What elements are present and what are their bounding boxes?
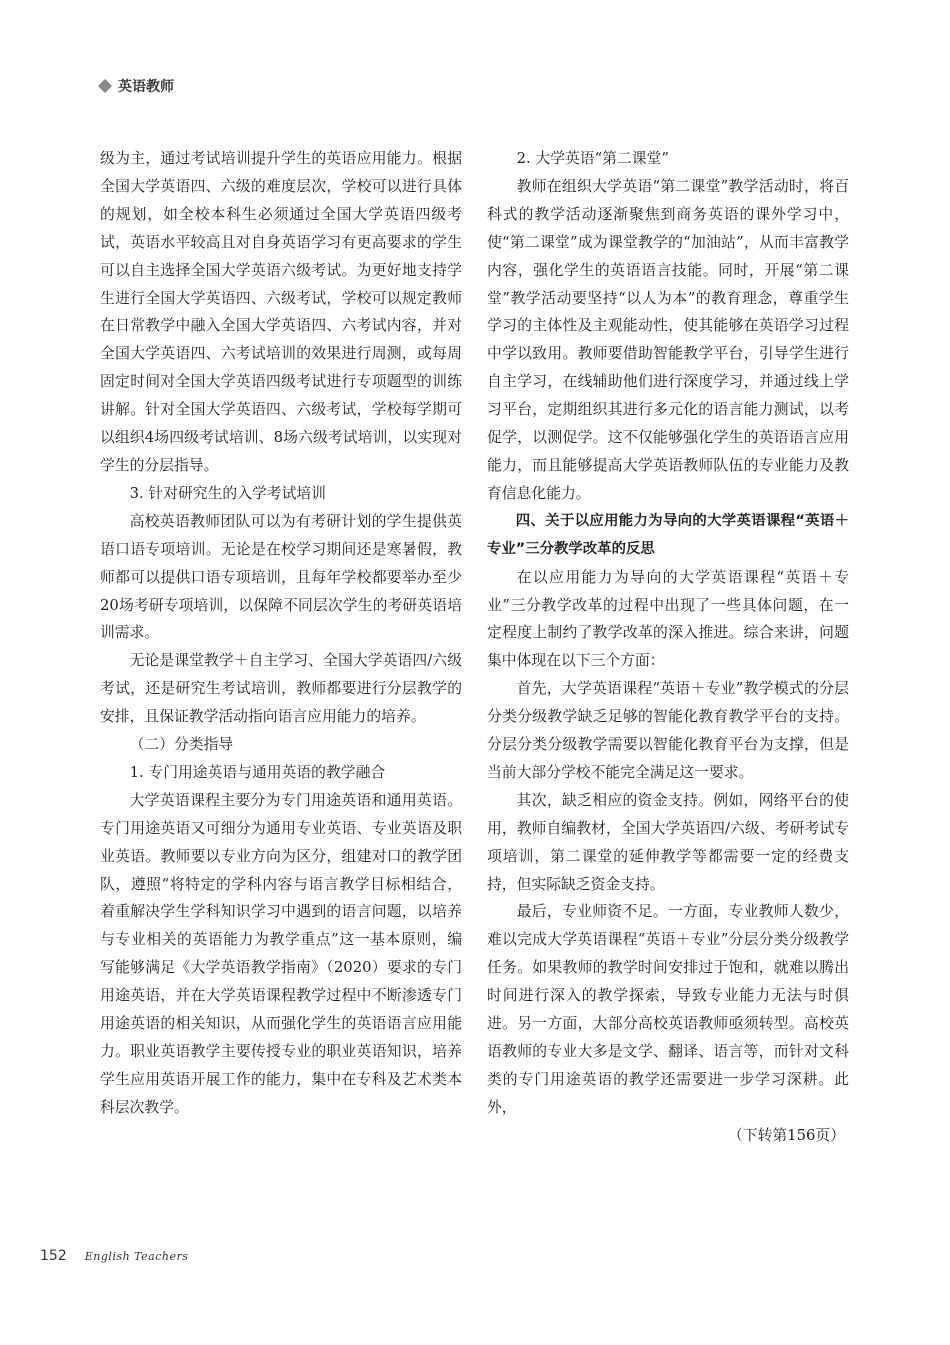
journal-title: 英语教师 (118, 79, 174, 95)
subheading: 2. 大学英语“第二课堂” (516, 150, 669, 167)
subheading: （二）分类指导 (129, 736, 234, 754)
journal-name: English Teachers (84, 1250, 189, 1263)
paragraph-continued: 级为主，通过考试培训提升学生的英语应用能力。根据全国大学英语四、六级的难度层次，学校可以进行具体的规划，如全校本科生必须通过全国大学英语四级考试，英语水平较高且对自身英语学习有更高要求的学生可以自主选择全国大学英语六级考试。为更好地支持学生进行全国大学英语四、六级考试，学校可以规定教师在日常教学中融入全国大学英语四、六考试内容，并对全国大学英语四、六考试培训的效果进行周测，或每周固定时间对全国大学英语四级考试进行专项题型的训练讲解。针对全国大学英语四、六级考试，学校每学期可以组织4场四级考试培训、8场六级考试培训，以实现对学生的分层指导。 (100, 150, 462, 474)
journal-header (100, 76, 174, 96)
subheading: 1. 专门用途英语与通用英语的教学融合 (129, 763, 386, 781)
page-number: 152 (40, 1248, 67, 1264)
left-column (100, 145, 462, 1122)
paragraph: 首先，大学英语课程“英语＋专业”教学模式的分层分类分级教学缺乏足够的智能化教育教学平台的支持。分层分类分级教学需要以智能化教育平台为支撑，但是当前大部分学校不能完全满足这一要求。 (487, 680, 849, 781)
paragraph: 在以应用能力为导向的大学英语课程“英语＋专业”三分教学改革的过程中出现了一些具体问题，在一定程度上制约了教学改革的深入推进。综合来讲，问题集中体现在以下三个方面： (487, 568, 849, 670)
right-column (487, 145, 849, 1150)
paragraph: 教师在组织大学英语“第二课堂”教学活动时，将百科式的教学活动逐渐聚焦到商务英语的课外学习中，使“第二课堂”成为课堂教学的“加油站”，从而丰富教学内容，强化学生的英语语言技能。同时，开展“第二课堂”教学活动要坚持“以人为本”的教育理念，尊重学生学习的主体性及主观能动性，使其能够在英语学习过程中学以致用。教师要借助智能教学平台，引导学生进行自主学习，在线辅助他们进行深度学习，并通过线上学习平台，定期组织其进行多元化的语言能力测试，以考促学，以测促学。这不仅能够强化学生的英语语言应用能力，而且能够提高大学英语教师队伍的专业能力及教育信息化能力。 (487, 177, 849, 502)
section-heading: 四、关于以应用能力为导向的大学英语课程“英语＋专业”三分教学改革的反思 (487, 512, 849, 557)
paragraph: 高校英语教师团队可以为有考研计划的学生提供英语口语专项培训。无论是在校学习期间还是寒暑假，教师都可以提供口语专项培训，且每年学校都要举办至少20场考研专项培训，以保障不同层次学生的考研英语培训需求。 (100, 512, 462, 642)
paragraph: 大学英语课程主要分为专门用途英语和通用英语。专门用途英语又可细分为通用专业英语、专业英语及职业英语。教师要以专业方向为区分，组建对口的教学团队，遵照“将特定的学科内容与语言教学目标相结合，着重解决学生学科知识学习中遇到的语言问题，以培养与专业相关的英语能力为教学重点”这一基本原则，编写能够满足《大学英语教学指南》（2020）要求的专门用途英语，并在大学英语课程教学过程中不断渗透专门用途英语的相关知识，从而强化学生的英语语言应用能力。职业英语教学主要传授专业的职业英语知识，培养学生应用英语开展工作的能力，集中在专科及艺术类本科层次教学。 (100, 791, 462, 1116)
paragraph: 最后，专业师资不足。一方面，专业教师人数少，难以完成大学英语课程“英语＋专业”分层分类分级教学任务。如果教师的教学时间安排过于饱和，就难以腾出时间进行深入的教学探索，导致专业能力无法与时俱进。另一方面，大部分高校英语教师亟须转型。高校英语教师的专业大多是文学、翻译、语言等，而针对文科类的专门用途英语的教学还需要进一步学习深耕。此外， (487, 903, 849, 1116)
diamond-icon (98, 79, 112, 93)
continued-note: （下转第156页） (727, 1126, 845, 1144)
paragraph: 无论是课堂教学＋自主学习、全国大学英语四/六级考试，还是研究生考试培训，教师都要进行分层教学的安排，且保证教学活动指向语言应用能力的培养。 (100, 652, 462, 726)
subheading: 3. 针对研究生的入学考试培训 (129, 484, 326, 502)
paragraph: 其次，缺乏相应的资金支持。例如，网络平台的使用，教师自编教材，全国大学英语四/六级、考研考试专项培训，第二课堂的延伸教学等都需要一定的经费支持，但实际缺乏资金支持。 (487, 791, 849, 893)
page-footer (40, 1248, 188, 1264)
